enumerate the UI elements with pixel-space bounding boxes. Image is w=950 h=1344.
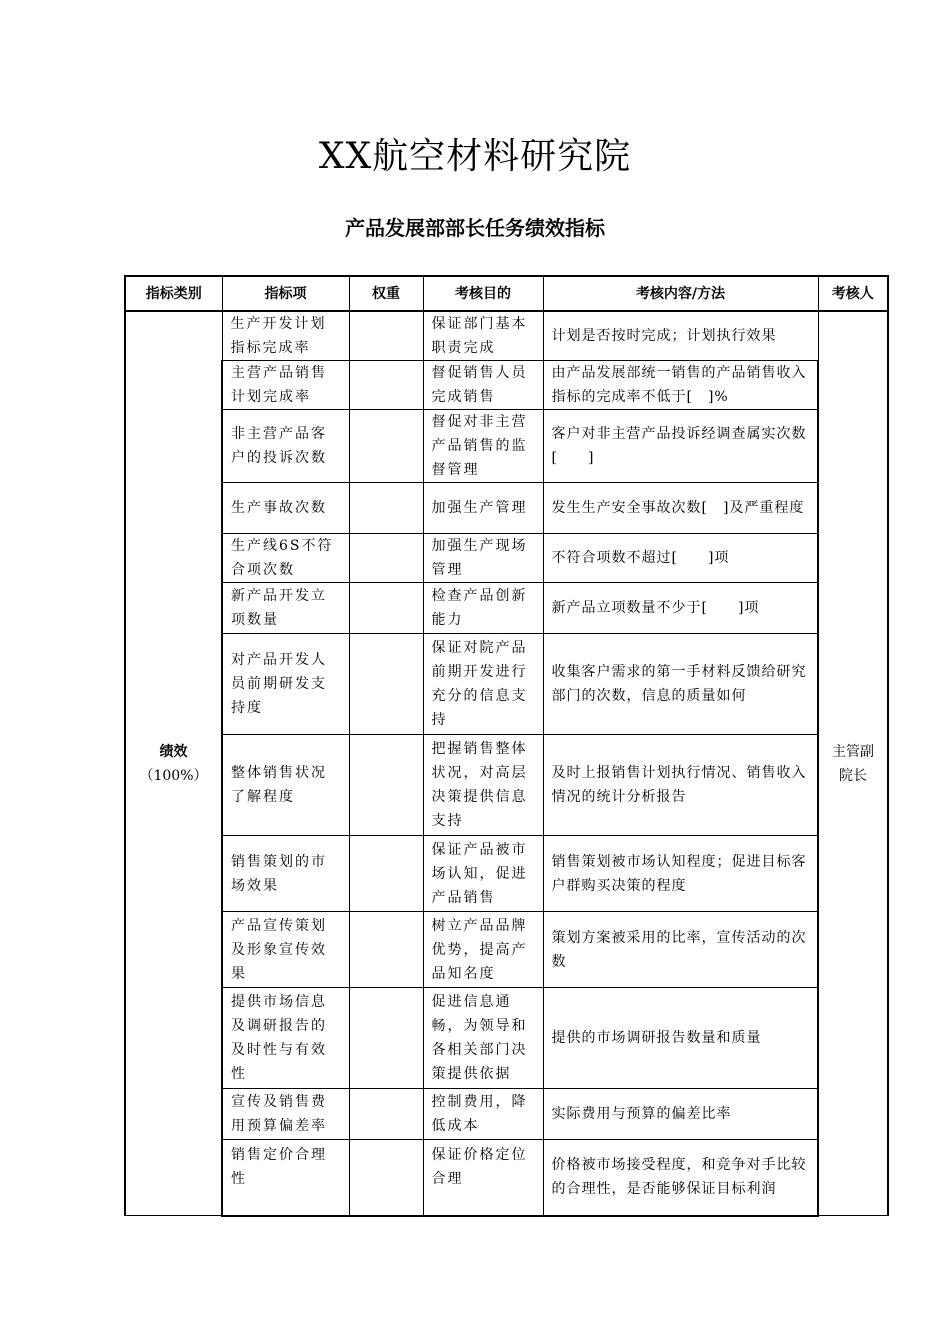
item-cell: 非主营产品客户的投诉次数 xyxy=(222,410,349,483)
org-title: XX航空材料研究院 xyxy=(318,136,632,177)
weight-cell xyxy=(349,912,423,988)
method-cell: 收集客户需求的第一手材料反馈给研究部门的次数，信息的质量如何 xyxy=(543,634,818,735)
purpose-cell: 控制费用，降低成本 xyxy=(423,1089,543,1140)
method-cell: 实际费用与预算的偏差比率 xyxy=(543,1089,818,1140)
method-cell: 提供的市场调研报告数量和质量 xyxy=(543,988,818,1089)
item-cell: 生产事故次数 xyxy=(222,483,349,534)
category-cell xyxy=(125,311,222,1216)
purpose-cell: 保证对院产品前期开发进行充分的信息支持 xyxy=(423,634,543,735)
method-cell: 价格被市场接受程度，和竞争对手比较的合理性，是否能够保证目标利润 xyxy=(543,1140,818,1216)
method-cell: 不符合项数不超过[ ]项 xyxy=(543,534,818,583)
method-cell: 销售策划被市场认知程度；促进目标客户群购买决策的程度 xyxy=(543,836,818,912)
purpose-cell: 促进信息通畅，为领导和各相关部门决策提供依据 xyxy=(423,988,543,1089)
header-method: 考核内容/方法 xyxy=(543,276,818,311)
method-cell: 由产品发展部统一销售的产品销售收入指标的完成率不低于[ ]% xyxy=(543,361,818,410)
method-cell: 新产品立项数量不少于[ ]项 xyxy=(543,583,818,634)
header-category: 指标类别 xyxy=(125,276,222,311)
table-row xyxy=(125,534,888,583)
purpose-cell: 保证价格定位合理 xyxy=(423,1140,543,1216)
weight-cell xyxy=(349,534,423,583)
item-cell: 产品宣传策划及形象宣传效果 xyxy=(222,912,349,988)
category-label: 绩效 xyxy=(159,743,188,760)
table-row xyxy=(125,583,888,634)
item-cell: 新产品开发立项数量 xyxy=(222,583,349,634)
kpi-table xyxy=(124,275,889,1217)
weight-cell xyxy=(349,1089,423,1140)
weight-cell xyxy=(349,988,423,1089)
table-row xyxy=(125,410,888,483)
category-weight: （100%） xyxy=(139,767,208,784)
table-row xyxy=(125,311,888,361)
item-cell: 宣传及销售费用预算偏差率 xyxy=(222,1089,349,1140)
table-row xyxy=(125,912,888,988)
item-cell: 销售定价合理性 xyxy=(222,1140,349,1216)
purpose-cell: 保证部门基本职责完成 xyxy=(423,311,543,361)
weight-cell xyxy=(349,634,423,735)
method-cell: 策划方案被采用的比率，宣传活动的次数 xyxy=(543,912,818,988)
item-cell: 销售策划的市场效果 xyxy=(222,836,349,912)
header-purpose: 考核目的 xyxy=(423,276,543,311)
table-row xyxy=(125,361,888,410)
weight-cell xyxy=(349,311,423,361)
reviewer-cell: 主管副院长 xyxy=(818,311,888,1216)
weight-cell xyxy=(349,361,423,410)
table-row xyxy=(125,483,888,534)
table-row xyxy=(125,1140,888,1216)
table-row xyxy=(125,836,888,912)
item-cell: 对产品开发人员前期研发支持度 xyxy=(222,634,349,735)
item-cell: 主营产品销售计划完成率 xyxy=(222,361,349,410)
purpose-cell: 检查产品创新能力 xyxy=(423,583,543,634)
header-reviewer: 考核人 xyxy=(818,276,888,311)
table-row xyxy=(125,988,888,1089)
weight-cell xyxy=(349,410,423,483)
method-cell: 计划是否按时完成；计划执行效果 xyxy=(543,311,818,361)
weight-cell xyxy=(349,1140,423,1216)
purpose-cell: 把握销售整体状况，对高层决策提供信息支持 xyxy=(423,735,543,836)
purpose-cell: 树立产品品牌优势，提高产品知名度 xyxy=(423,912,543,988)
item-cell: 生产线6S不符合项次数 xyxy=(222,534,349,583)
weight-cell xyxy=(349,583,423,634)
method-cell: 及时上报销售计划执行情况、销售收入情况的统计分析报告 xyxy=(543,735,818,836)
header-weight: 权重 xyxy=(349,276,423,311)
method-cell: 客户对非主营产品投诉经调查属实次数[ ] xyxy=(543,410,818,483)
purpose-cell: 保证产品被市场认知，促进产品销售 xyxy=(423,836,543,912)
weight-cell xyxy=(349,735,423,836)
weight-cell xyxy=(349,483,423,534)
item-cell: 提供市场信息及调研报告的及时性与有效性 xyxy=(222,988,349,1089)
table-row xyxy=(125,1089,888,1140)
table-row xyxy=(125,634,888,735)
purpose-cell: 加强生产管理 xyxy=(423,483,543,534)
weight-cell xyxy=(349,836,423,912)
purpose-cell: 督促销售人员完成销售 xyxy=(423,361,543,410)
method-cell: 发生生产安全事故次数[ ]及严重程度 xyxy=(543,483,818,534)
purpose-cell: 督促对非主营产品销售的监督管理 xyxy=(423,410,543,483)
item-cell: 整体销售状况了解程度 xyxy=(222,735,349,836)
doc-title: 产品发展部部长任务绩效指标 xyxy=(345,216,605,240)
purpose-cell: 加强生产现场管理 xyxy=(423,534,543,583)
item-cell: 生产开发计划指标完成率 xyxy=(222,311,349,361)
table-row xyxy=(125,735,888,836)
header-item: 指标项 xyxy=(222,276,349,311)
table-header-row xyxy=(125,276,888,311)
